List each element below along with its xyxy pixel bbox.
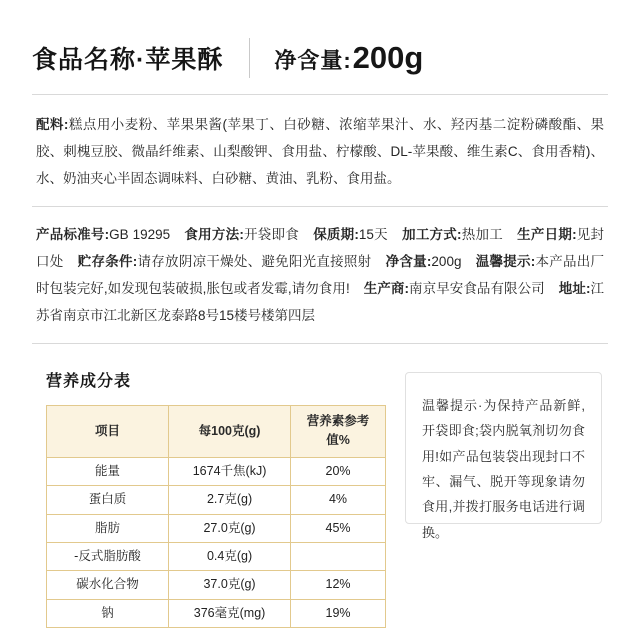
standard-label: 产品标准号: [36, 227, 110, 242]
producer-value: 南京早安食品有限公司 [408, 281, 545, 296]
warm-tip-label: 温馨提示: [475, 254, 536, 269]
nutrition-table [46, 405, 386, 628]
ingredients-text: 糕点用小麦粉、苹果果酱(苹果丁、白砂糖、浓缩苹果汁、水、羟丙基二淀粉磷酸酯、果胶、刺槐豆胶、微晶纤维素、山梨酸钾、食用盐、柠檬酸、DL-苹果酸、维生素C、食用香精)、水、奶油夹心半固态调味料、白砂糖、黄油、乳粉、食用盐。 [36, 117, 605, 186]
cell-value: 0.4克(g) [169, 542, 291, 570]
ingredients-section [32, 95, 608, 206]
address-value: 江苏省南京市江北新区龙泰路8号15楼号楼第四层 [36, 281, 605, 323]
cell-item: 钠 [47, 599, 169, 627]
nutrition-title: 营养成分表 [46, 373, 132, 390]
process-label: 加工方式: [401, 227, 462, 242]
cell-item: 碳水化合物 [47, 571, 169, 599]
table-header-row [47, 406, 386, 458]
cell-nrv: 12% [291, 571, 386, 599]
shelf-life-label: 保质期: [312, 227, 359, 242]
producer-label: 生产商: [363, 281, 409, 296]
table-row [47, 571, 386, 599]
usage-label: 食用方法: [184, 227, 244, 242]
column-header-nrv: 营养素参考值% [291, 406, 386, 458]
cell-value: 376毫克(mg) [169, 599, 291, 627]
specs-net-weight-value: 200g [431, 254, 462, 269]
ingredients-label: 配料: [36, 117, 69, 132]
cell-value: 37.0克(g) [169, 571, 291, 599]
warm-tip-box: 温馨提示·为保持产品新鲜,开袋即食;袋内脱氧剂切勿食用!如产品包装袋出现封口不牢、漏气、脱开等现象请勿食用,并拨打服务电话进行调换。 [405, 372, 602, 524]
net-weight-block [274, 40, 423, 76]
table-row [47, 599, 386, 627]
cell-value: 1674千焦(kJ) [169, 457, 291, 485]
warm-tip-value: 本产品出厂时包装完好,如发现包装破损,胀包或者发霉,请勿食用! [36, 254, 605, 296]
net-weight-label: 净含量: [274, 48, 352, 73]
standard-value: GB 19295 [109, 227, 171, 242]
table-row [47, 542, 386, 570]
address-label: 地址: [558, 281, 591, 296]
cell-nrv: 20% [291, 457, 386, 485]
cell-nrv: 45% [291, 514, 386, 542]
page-title: 食品名称·苹果酥 [32, 46, 224, 74]
production-date-label: 生产日期: [516, 227, 577, 242]
storage-value: 请存放阴凉干燥处、避免阳光直接照射 [137, 254, 372, 269]
cell-nrv [291, 542, 386, 570]
column-header-per100g: 每100克(g) [169, 406, 291, 458]
cell-nrv: 4% [291, 486, 386, 514]
production-date-value: 见封口处 [36, 227, 605, 269]
cell-nrv: 19% [291, 599, 386, 627]
table-row [47, 486, 386, 514]
header-divider [249, 38, 250, 78]
table-row [47, 514, 386, 542]
specs-net-weight-label: 净含量: [385, 254, 432, 269]
bottom-section [32, 344, 608, 628]
cell-value: 2.7克(g) [169, 486, 291, 514]
process-value: 热加工 [461, 227, 503, 242]
cell-item: 脂肪 [47, 514, 169, 542]
product-name-block [32, 40, 249, 76]
usage-value: 开袋即食 [243, 227, 299, 242]
shelf-life-value: 15天 [358, 227, 388, 242]
cell-value: 27.0克(g) [169, 514, 291, 542]
net-weight-value: 200g [352, 40, 424, 75]
specs-section [32, 207, 608, 343]
storage-label: 贮存条件: [77, 254, 138, 269]
nutrition-block [32, 368, 387, 628]
cell-item: 能量 [47, 457, 169, 485]
product-header [32, 0, 608, 94]
column-header-item: 项目 [47, 406, 169, 458]
cell-item: 蛋白质 [47, 486, 169, 514]
table-row [47, 457, 386, 485]
cell-item: -反式脂肪酸 [47, 542, 169, 570]
